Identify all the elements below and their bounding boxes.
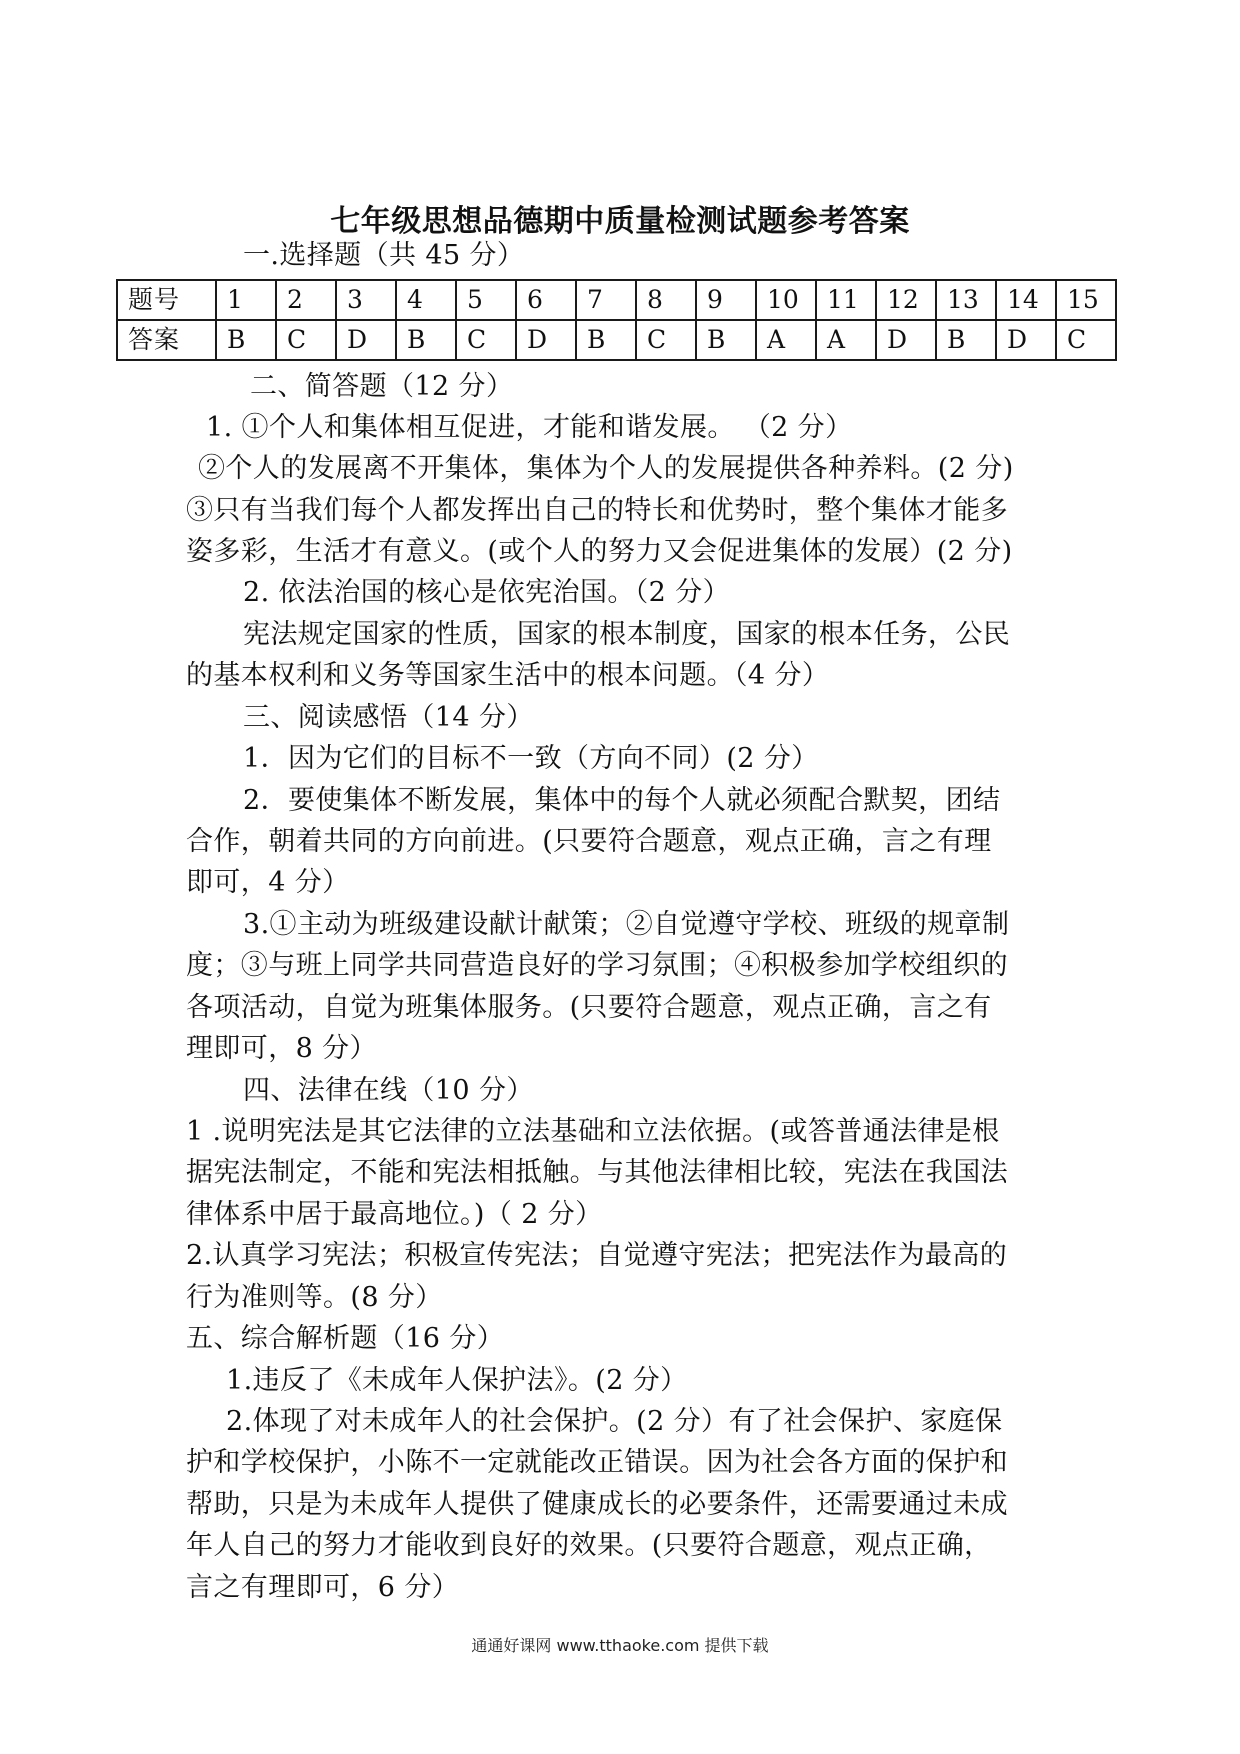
paragraph-line: 度；③与班上同学共同营造良好的学习氛围；④积极参加学校组织的	[186, 950, 1008, 981]
section-1-heading: 一.选择题（共 45 分）	[243, 240, 525, 271]
answer-choice: C	[456, 320, 516, 360]
answer-choice: B	[936, 320, 996, 360]
answer-row	[117, 320, 1116, 360]
paragraph-line: 据宪法制定，不能和宪法相抵触。与其他法律相比较，宪法在我国法	[186, 1157, 1008, 1188]
answer-choice: D	[996, 320, 1056, 360]
answer-choice: A	[816, 320, 876, 360]
question-number: 5	[456, 280, 516, 320]
section-5-heading: 五、综合解析题（16 分）	[186, 1323, 505, 1354]
answer-choice: A	[756, 320, 816, 360]
question-number: 7	[576, 280, 636, 320]
row-label-number: 题号	[117, 280, 216, 320]
paragraph-line: 1 .说明宪法是其它法律的立法基础和立法依据。(或答普通法律是根	[186, 1116, 1000, 1147]
paragraph-line: 合作，朝着共同的方向前进。(只要符合题意，观点正确，言之有理	[186, 826, 992, 857]
answer-choice: C	[1056, 320, 1116, 360]
question-number: 2	[276, 280, 336, 320]
paragraph-line: 宪法规定国家的性质，国家的根本制度，国家的根本任务，公民	[243, 619, 1011, 650]
row-label-answer: 答案	[117, 320, 216, 360]
paragraph-line: 理即可，8 分）	[186, 1033, 377, 1064]
paragraph-line: 2．要使集体不断发展，集体中的每个人就必须配合默契，团结	[243, 785, 1001, 816]
section-3-heading: 三、阅读感悟（14 分）	[243, 702, 534, 733]
paragraph-line: 年人自己的努力才能收到良好的效果。(只要符合题意，观点正确，	[186, 1530, 992, 1561]
page-title: 七年级思想品德期中质量检测试题参考答案	[330, 204, 910, 239]
question-number-row	[117, 280, 1116, 320]
paragraph-line: 言之有理即可，6 分）	[186, 1572, 460, 1603]
question-number: 13	[936, 280, 996, 320]
answer-choice: D	[516, 320, 576, 360]
answer-choice: D	[876, 320, 936, 360]
answer-choice: B	[696, 320, 756, 360]
answer-choice: C	[276, 320, 336, 360]
question-number: 4	[396, 280, 456, 320]
question-number: 11	[816, 280, 876, 320]
answer-choice: B	[396, 320, 456, 360]
question-number: 15	[1056, 280, 1116, 320]
answer-choice: D	[336, 320, 396, 360]
paragraph-line: ③只有当我们每个人都发挥出自己的特长和优势时，整个集体才能多	[186, 495, 1008, 526]
answer-table	[116, 279, 1117, 361]
question-number: 3	[336, 280, 396, 320]
paragraph-line: 1.违反了《未成年人保护法》。(2 分）	[226, 1365, 688, 1396]
question-number: 1	[216, 280, 276, 320]
paragraph-line: 行为准则等。(8 分）	[186, 1282, 443, 1313]
paragraph-line: 的基本权利和义务等国家生活中的根本问题。（4 分）	[186, 660, 830, 691]
question-number: 6	[516, 280, 576, 320]
paragraph-line: 2.认真学习宪法；积极宣传宪法；自觉遵守宪法；把宪法作为最高的	[186, 1240, 1008, 1271]
question-number: 14	[996, 280, 1056, 320]
paragraph-line: 姿多彩，生活才有意义。(或个人的努力又会促进集体的发展）(2 分)	[186, 536, 1013, 567]
question-number: 12	[876, 280, 936, 320]
paragraph-line: 1. ①个人和集体相互促进，才能和谐发展。 （2 分）	[206, 412, 853, 443]
answer-choice: C	[636, 320, 696, 360]
question-number: 8	[636, 280, 696, 320]
paragraph-line: 2.体现了对未成年人的社会保护。(2 分）有了社会保护、家庭保	[226, 1406, 1003, 1437]
section-2-heading: 二、简答题（12 分）	[250, 371, 514, 402]
paragraph-line: ②个人的发展离不开集体，集体为个人的发展提供各种养料。(2 分)	[198, 453, 1014, 484]
section-4-heading: 四、法律在线（10 分）	[243, 1075, 534, 1106]
answer-choice: B	[576, 320, 636, 360]
question-number: 10	[756, 280, 816, 320]
paragraph-line: 即可，4 分）	[186, 867, 350, 898]
paragraph-line: 1．因为它们的目标不一致（方向不同）(2 分）	[243, 743, 819, 774]
paragraph-line: 3.①主动为班级建设献计献策；②自觉遵守学校、班级的规章制	[243, 909, 1010, 940]
paragraph-line: 护和学校保护，小陈不一定就能改正错误。因为社会各方面的保护和	[186, 1447, 1008, 1478]
paragraph-line: 律体系中居于最高地位。)（ 2 分）	[186, 1199, 603, 1230]
answer-choice: B	[216, 320, 276, 360]
paragraph-line: 2. 依法治国的核心是依宪治国。（2 分）	[243, 577, 731, 608]
footer-watermark: 通通好课网 www.tthaoke.com 提供下载	[471, 1636, 769, 1655]
paragraph-line: 帮助，只是为未成年人提供了健康成长的必要条件，还需要通过未成	[186, 1489, 1008, 1520]
question-number: 9	[696, 280, 756, 320]
paragraph-line: 各项活动，自觉为班集体服务。(只要符合题意，观点正确，言之有	[186, 992, 992, 1023]
